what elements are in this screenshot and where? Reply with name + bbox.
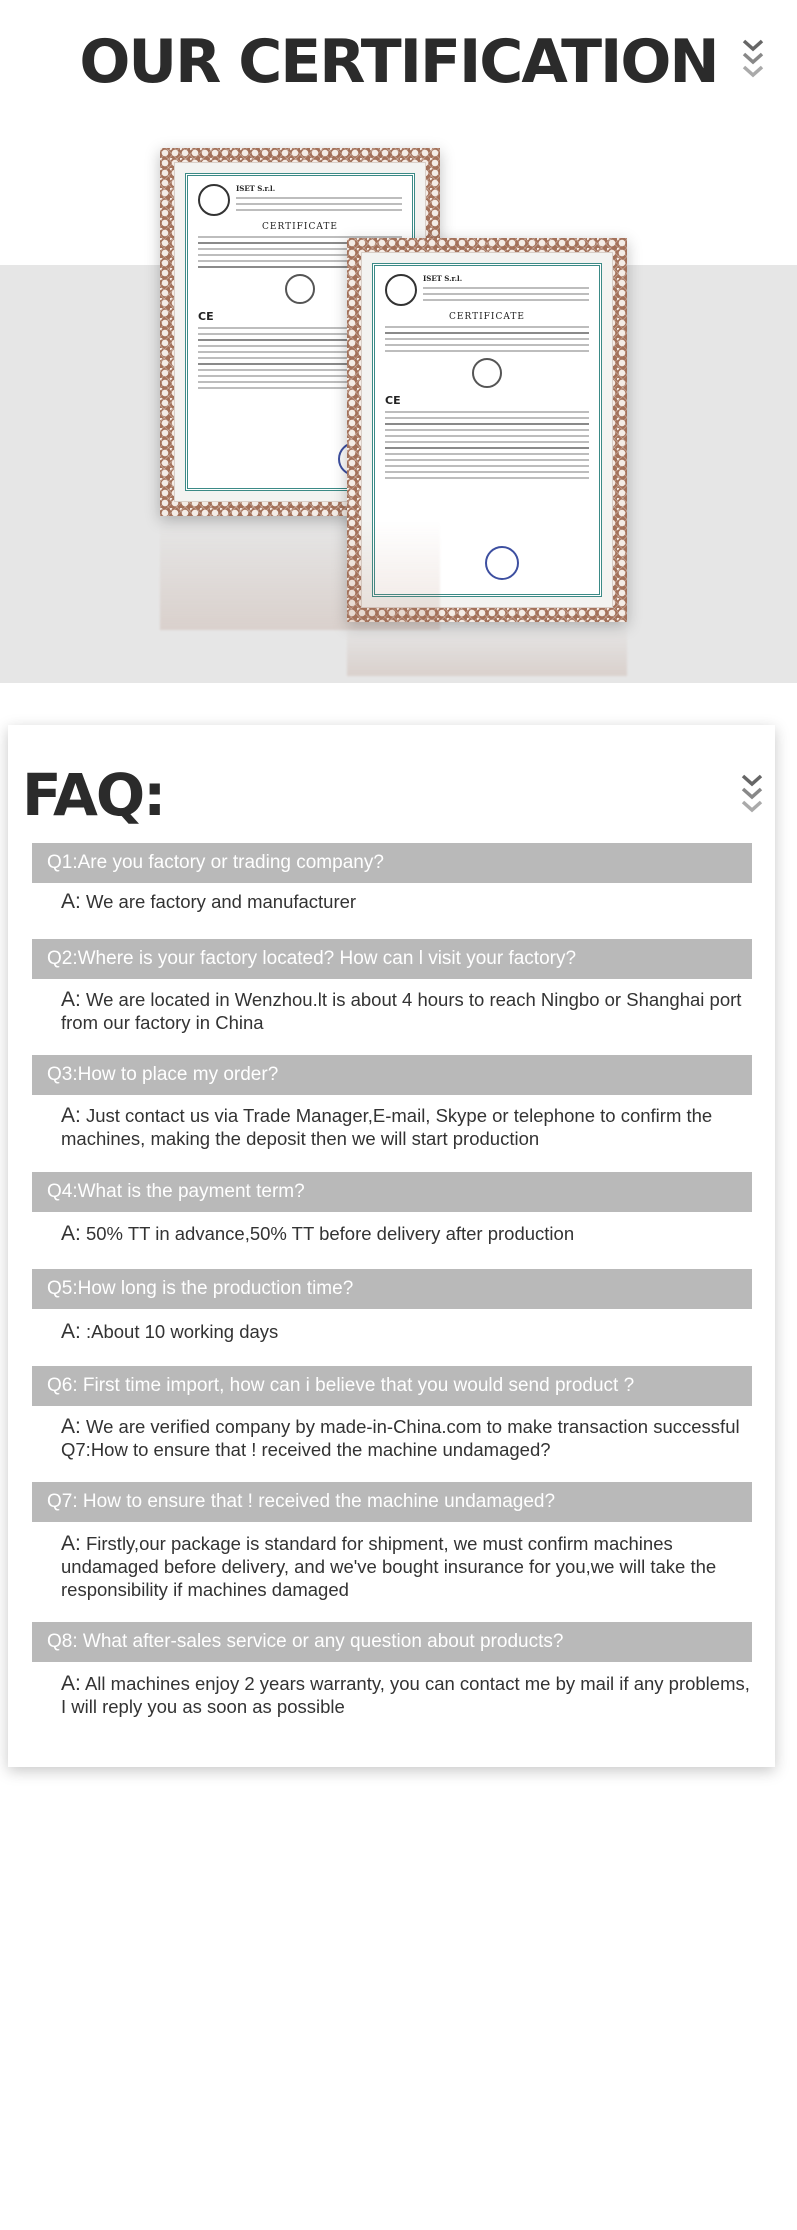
answer-prefix: A: (61, 1415, 81, 1438)
certificate-company: ISET S.r.l. (236, 184, 276, 193)
answer-prefix: A: (61, 1222, 81, 1245)
certificate-stamp (285, 274, 315, 304)
answer-text: Just contact us via Trade Manager,E-mail, Skype or telephone to confirm the machines, making the deposit then we will start production (61, 1105, 713, 1149)
faq-question-3: Q3:How to place my order? (32, 1055, 752, 1095)
faq-answer-7 (61, 1532, 751, 1601)
chevron-down-triple-icon (742, 38, 764, 82)
ce-mark: CE (198, 310, 214, 323)
answer-text: We are verified company by made-in-China.com to make transaction successful Q7:How to ensure that ! received the machine undamaged? (61, 1416, 740, 1460)
chevron-down-triple-icon (741, 773, 763, 817)
faq-answer-5 (61, 1320, 751, 1343)
faq-question-6: Q6: First time import, how can i believe that you would send product ? (32, 1366, 752, 1406)
faq-answer-2 (61, 988, 751, 1034)
certifier-logo (385, 274, 417, 306)
certificate-title: CERTIFICATE (262, 222, 338, 232)
answer-prefix: A: (61, 1320, 81, 1343)
answer-text: 50% TT in advance,50% TT before delivery after production (85, 1223, 575, 1244)
answer-prefix: A: (61, 988, 81, 1011)
answer-prefix: A: (61, 1532, 81, 1555)
certificate-company: ISET S.r.l. (423, 274, 463, 283)
certificate-reflection (347, 626, 627, 676)
faq-question-5: Q5:How long is the production time? (32, 1269, 752, 1309)
certificate-seal (485, 546, 519, 580)
certification-section (0, 0, 797, 700)
certificate-stamp (472, 358, 502, 388)
ce-mark: CE (385, 394, 401, 407)
faq-answer-1 (61, 890, 751, 913)
faq-question-7: Q7: How to ensure that ! received the machine undamaged? (32, 1482, 752, 1522)
certification-title: OUR CERTIFICATION (79, 27, 718, 97)
faq-question-8: Q8: What after-sales service or any question about products? (32, 1622, 752, 1662)
certifier-logo (198, 184, 230, 216)
faq-title: FAQ: (22, 761, 165, 829)
faq-question-1: Q1:Are you factory or trading company? (32, 843, 752, 883)
faq-answer-3 (61, 1104, 751, 1150)
certificate-title: CERTIFICATE (449, 312, 525, 322)
certificate-reflection (160, 520, 440, 630)
answer-prefix: A: (61, 890, 81, 913)
answer-prefix: A: (61, 1104, 81, 1127)
faq-answer-6 (61, 1415, 751, 1461)
answer-prefix: A: (61, 1672, 81, 1695)
faq-question-2: Q2:Where is your factory located? How can l visit your factory? (32, 939, 752, 979)
faq-question-4: Q4:What is the payment term? (32, 1172, 752, 1212)
answer-text: All machines enjoy 2 years warranty, you can contact me by mail if any problems, I will reply you as soon as possible (61, 1673, 750, 1717)
faq-answer-8 (61, 1672, 751, 1718)
answer-text: :About 10 working days (85, 1321, 279, 1342)
answer-text: We are located in Wenzhou.lt is about 4 hours to reach Ningbo or Shanghai port from our factory in China (61, 989, 742, 1033)
faq-answer-4 (61, 1222, 751, 1245)
answer-text: We are factory and manufacturer (85, 891, 357, 912)
answer-text: Firstly,our package is standard for shipment, we must confirm machines undamaged before delivery, and we've bought insurance for you,we will take the responsibility if machines damaged (61, 1533, 717, 1600)
